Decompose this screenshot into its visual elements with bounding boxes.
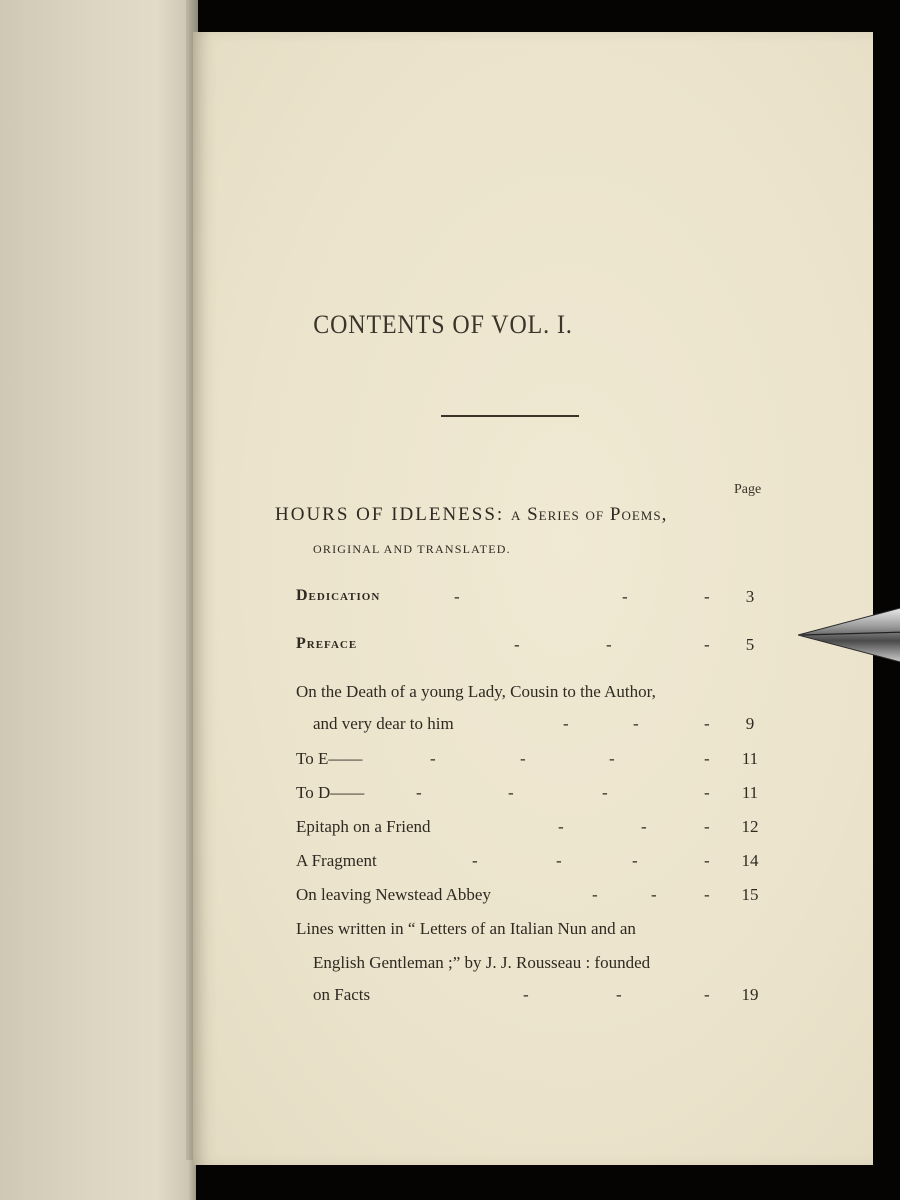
series-title xyxy=(275,504,667,526)
toc-entry-title-line: English Gentleman ;” by J. J. Rousseau : founded xyxy=(313,953,651,972)
toc-entry xyxy=(296,749,770,775)
leader-dash: - xyxy=(563,714,569,733)
toc-entry xyxy=(296,783,770,809)
toc-entry-title: Preface xyxy=(296,635,358,652)
leader-dash: - xyxy=(416,783,422,802)
title-rule xyxy=(441,415,579,417)
leader-dash: - xyxy=(616,985,622,1004)
toc-entry-page: 9 xyxy=(745,714,755,733)
toc-entry-title: To E—— xyxy=(296,749,363,768)
page-title: CONTENTS OF VOL. I. xyxy=(313,310,573,339)
leader-dash: - xyxy=(704,851,710,870)
toc-entry xyxy=(296,817,770,843)
leader-dash: - xyxy=(704,885,710,904)
toc-entry-title-line: On the Death of a young Lady, Cousin to the Author, xyxy=(296,682,656,701)
pen-nib-icon xyxy=(798,604,900,666)
leader-dash: - xyxy=(704,985,710,1004)
leader-dash: - xyxy=(704,714,710,733)
page-column-label: Page xyxy=(734,482,762,497)
leader-dash: - xyxy=(633,714,639,733)
toc-entry-title: on Facts xyxy=(313,985,371,1004)
toc-entry-title: To D—— xyxy=(296,783,365,802)
leader-dash: - xyxy=(704,783,710,802)
series-title-main: HOURS OF IDLENESS: xyxy=(275,504,505,525)
toc-entry xyxy=(296,851,770,877)
leader-dash: - xyxy=(641,817,647,836)
leader-dash: - xyxy=(602,783,608,802)
leader-dash: - xyxy=(472,851,478,870)
toc-entry-title: A Fragment xyxy=(296,851,377,870)
leader-dash: - xyxy=(430,749,436,768)
toc-entry-title: and very dear to him xyxy=(313,714,454,733)
toc-entry-page: 19 xyxy=(741,985,759,1004)
toc-entry-page: 15 xyxy=(741,885,759,904)
toc-entry xyxy=(296,635,770,661)
leader-dash: - xyxy=(514,635,520,654)
leader-dash: - xyxy=(556,851,562,870)
toc-entry xyxy=(313,985,770,1011)
toc-entry-page: 11 xyxy=(741,783,759,802)
leader-dash: - xyxy=(632,851,638,870)
toc-entry xyxy=(296,587,770,613)
leader-dash: - xyxy=(558,817,564,836)
toc-entry-page: 14 xyxy=(741,851,759,870)
toc-entry xyxy=(313,714,770,740)
leader-dash: - xyxy=(520,749,526,768)
leader-dash: - xyxy=(704,587,710,606)
leader-dash: - xyxy=(651,885,657,904)
leader-dash: - xyxy=(622,587,628,606)
toc-entry-title: Epitaph on a Friend xyxy=(296,817,431,836)
leader-dash: - xyxy=(508,783,514,802)
leader-dash: - xyxy=(454,587,460,606)
toc-entry-page: 12 xyxy=(741,817,759,836)
leader-dash: - xyxy=(523,985,529,1004)
toc-entry-page: 5 xyxy=(745,635,755,654)
leader-dash: - xyxy=(704,635,710,654)
leader-dash: - xyxy=(609,749,615,768)
series-subtitle: ORIGINAL AND TRANSLATED. xyxy=(313,542,511,556)
toc-entry-page: 11 xyxy=(741,749,759,768)
left-page xyxy=(0,0,196,1200)
leader-dash: - xyxy=(606,635,612,654)
series-title-rest: a Series of Poems, xyxy=(510,504,668,525)
leader-dash: - xyxy=(704,817,710,836)
toc-entry-title: On leaving Newstead Abbey xyxy=(296,885,491,904)
leader-dash: - xyxy=(592,885,598,904)
leader-dash: - xyxy=(704,749,710,768)
toc-entry-title: Dedication xyxy=(296,587,381,604)
toc-entry-page: 3 xyxy=(745,587,755,606)
toc-entry xyxy=(296,885,770,911)
toc-entry-title-line: Lines written in “ Letters of an Italian Nun and an xyxy=(296,919,636,938)
